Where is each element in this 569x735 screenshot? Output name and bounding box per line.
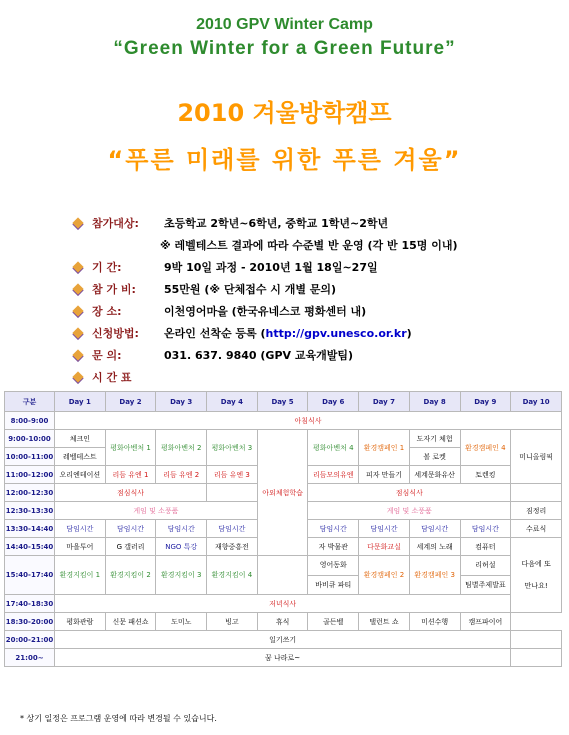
schedule-cell: 평화아벤처 4 xyxy=(308,430,359,466)
schedule-cell: 수료식 xyxy=(511,520,562,538)
info-row-contact xyxy=(74,344,554,366)
bullet-icon xyxy=(72,349,83,360)
info-row-fee xyxy=(74,278,554,300)
schedule-cell: 꿈 나라로~ xyxy=(55,649,511,667)
table-row xyxy=(5,595,562,613)
english-subtitle: “Green Winter for a Green Future” xyxy=(113,38,456,59)
header-cell: Day 4 xyxy=(207,392,258,412)
schedule-cell: 다문화교실 xyxy=(359,538,410,556)
schedule-cell: 미니올림픽 xyxy=(511,430,562,484)
time-cell: 20:00-21:00 xyxy=(5,631,55,649)
apply-tail: ) xyxy=(406,327,412,340)
schedule-cell: 짐정리 xyxy=(511,502,562,520)
schedule-cell: 일기쓰기 xyxy=(55,631,511,649)
schedule-cell: 피자 만들기 xyxy=(359,466,410,484)
schedule-cell: 담임시간 xyxy=(308,520,359,538)
schedule-cell: 자 박물관 xyxy=(308,538,359,556)
schedule-cell: 게임 및 소풍품 xyxy=(55,502,258,520)
schedule-cell: 환경캠페인 3 xyxy=(409,556,460,595)
time-cell: 8:00-9:00 xyxy=(5,412,55,430)
header-cell: Day 3 xyxy=(156,392,207,412)
bullet-icon xyxy=(72,283,83,294)
info-row-location xyxy=(74,300,554,322)
schedule-cell: 세계의 노래 xyxy=(409,538,460,556)
info-row-level-note xyxy=(74,234,554,256)
schedule-cell: 점심식사 xyxy=(308,484,511,502)
info-value: 9박 10일 과정 - 2010년 1월 18일~27일 xyxy=(164,261,378,274)
bullet-icon xyxy=(72,371,83,382)
header-cell: Day 7 xyxy=(359,392,410,412)
schedule-cell xyxy=(257,556,308,595)
bullet-icon xyxy=(72,305,83,316)
footnote: * 상기 일정은 프로그램 운영에 따라 변경될 수 있습니다. xyxy=(20,714,217,723)
schedule-cell: 도미노 xyxy=(156,613,207,631)
table-row xyxy=(5,613,562,631)
info-label: 문 의: xyxy=(92,349,122,362)
schedule-cell: 아침식사 xyxy=(55,412,562,430)
table-header-row xyxy=(5,392,562,412)
schedule-cell: 리듬 유엔 3 xyxy=(207,466,258,484)
apply-text: 온라인 선착순 등록 ( xyxy=(164,327,266,340)
info-label: 장 소: xyxy=(92,305,122,318)
schedule-cell xyxy=(511,631,562,649)
table-row xyxy=(5,430,562,448)
bullet-icon xyxy=(72,261,83,272)
info-value: ※ 레벨테스트 결과에 따라 수준별 반 운영 (각 반 15명 이내) xyxy=(160,239,458,252)
bullet-icon xyxy=(72,327,83,338)
bullet-icon xyxy=(72,217,83,228)
time-cell: 21:00~ xyxy=(5,649,55,667)
time-cell: 13:30-14:40 xyxy=(5,520,55,538)
schedule-cell: 담임시간 xyxy=(156,520,207,538)
schedule-cell: 점심식사 xyxy=(55,484,207,502)
schedule-cell: 토렌킹 xyxy=(460,466,511,484)
schedule-cell: 환경지킴이 1 xyxy=(55,556,106,595)
schedule-cell: 골든벨 xyxy=(308,613,359,631)
header-cell: Day 10 xyxy=(511,392,562,412)
schedule-cell: 담임시간 xyxy=(55,520,106,538)
schedule-cell: 마을투어 xyxy=(55,538,106,556)
info-row-timetable xyxy=(74,366,554,388)
schedule-cell: 도자기 체험 xyxy=(409,430,460,448)
time-cell: 17:40-18:30 xyxy=(5,595,55,613)
time-cell: 11:00-12:00 xyxy=(5,466,55,484)
schedule-cell: 아외체험학습 xyxy=(257,430,308,556)
schedule-cell: 담임시간 xyxy=(105,520,156,538)
schedule-cell: 환경지킴이 3 xyxy=(156,556,207,595)
website-link[interactable]: http://gpv.unesco.or.kr xyxy=(265,327,407,340)
schedule-cell: 게임 및 소풍품 xyxy=(308,502,511,520)
schedule-cell: 환경지킴이 2 xyxy=(105,556,156,595)
schedule-cell: 빙고 xyxy=(207,613,258,631)
time-cell: 10:00-11:00 xyxy=(5,448,55,466)
schedule-cell: 탤런트 쇼 xyxy=(359,613,410,631)
schedule-cell: 담임시간 xyxy=(409,520,460,538)
schedule-cell: 리듬모의유엔 xyxy=(308,466,359,484)
info-row-participants xyxy=(74,212,554,234)
schedule-cell: 환경캠페인 4 xyxy=(460,430,511,466)
schedule-cell: 바비큐 파티 xyxy=(308,575,359,595)
schedule-cell: 담임시간 xyxy=(460,520,511,538)
time-cell: 18:30-20:00 xyxy=(5,613,55,631)
table-row xyxy=(5,556,562,576)
schedule-cell: 미션수행 xyxy=(409,613,460,631)
schedule-cell: 담임시간 xyxy=(207,520,258,538)
schedule-cell: 환경캠페인 2 xyxy=(359,556,410,595)
info-label: 참가대상: xyxy=(92,217,139,230)
info-value: 이천영어마을 (한국유네스코 평화센터 내) xyxy=(164,305,367,318)
header-cell: Day 8 xyxy=(409,392,460,412)
schedule-cell: 평화아벤처 2 xyxy=(156,430,207,466)
schedule-cell xyxy=(511,649,562,667)
info-row-period xyxy=(74,256,554,278)
schedule-cell: 체크인 xyxy=(55,430,106,448)
info-value: 초등학교 2학년~6학년, 중학교 1학년~2학년 xyxy=(164,217,389,230)
header-cell: Day 1 xyxy=(55,392,106,412)
time-cell: 15:40-17:40 xyxy=(5,556,55,595)
schedule-cell: 팀별주제발표 xyxy=(460,575,511,595)
info-row-apply xyxy=(74,322,554,344)
schedule-cell: 세계문화유산 xyxy=(409,466,460,484)
schedule-cell: 평화관람 xyxy=(55,613,106,631)
schedule-cell: 저녁식사 xyxy=(55,595,511,613)
schedule-cell: NGO 특강 xyxy=(156,538,207,556)
time-cell: 9:00-10:00 xyxy=(5,430,55,448)
schedule-cell: 신문 패션쇼 xyxy=(105,613,156,631)
schedule-cell: 휴식 xyxy=(257,613,308,631)
table-row xyxy=(5,631,562,649)
header-cell: Day 9 xyxy=(460,392,511,412)
english-title: 2010 GPV Winter Camp xyxy=(196,16,373,33)
schedule-cell: 평화아벤처 1 xyxy=(105,430,156,466)
schedule-cell: 오리엔테이션 xyxy=(55,466,106,484)
table-row xyxy=(5,412,562,430)
table-row xyxy=(5,649,562,667)
info-value: 55만원 (※ 단체접수 시 개별 문의) xyxy=(164,283,337,296)
schedule-cell: 볼 로켓 xyxy=(409,448,460,466)
schedule-cell xyxy=(207,484,258,502)
schedule-cell: 환경캠페인 1 xyxy=(359,430,410,466)
schedule-cell: 평화아벤처 3 xyxy=(207,430,258,466)
schedule-cell: 캠프파이어 xyxy=(460,613,511,631)
schedule-cell: 영어동화 xyxy=(308,556,359,576)
farewell-line-2: 만나요! xyxy=(524,582,548,590)
info-label: 기 간: xyxy=(92,261,122,274)
schedule-cell: 컴퓨터 xyxy=(460,538,511,556)
header-cell: Day 6 xyxy=(308,392,359,412)
time-cell: 12:30-13:30 xyxy=(5,502,55,520)
header-cell: 구분 xyxy=(5,392,55,412)
schedule-cell: 환경지킴이 4 xyxy=(207,556,258,595)
time-cell: 14:40-15:40 xyxy=(5,538,55,556)
schedule-cell: 리듬 유엔 1 xyxy=(105,466,156,484)
schedule-cell: G 갤러리 xyxy=(105,538,156,556)
header-cell: Day 2 xyxy=(105,392,156,412)
schedule-cell xyxy=(511,538,562,613)
farewell-line-1: 다음에 또 xyxy=(521,560,551,568)
korean-subtitle: “푸른 미래를 위한 푸른 겨울” xyxy=(107,146,462,174)
timetable-label: 시 간 표 xyxy=(92,371,132,384)
time-cell: 12:00-12:30 xyxy=(5,484,55,502)
camp-info xyxy=(74,212,554,388)
info-label: 신청방법: xyxy=(92,327,139,340)
info-value: 031. 637. 9840 (GPV 교육개발팀) xyxy=(164,349,354,362)
schedule-cell: 리허설 xyxy=(460,556,511,576)
schedule-table xyxy=(4,391,562,667)
schedule-cell: 레벨테스트 xyxy=(55,448,106,466)
info-value xyxy=(164,325,412,341)
schedule-cell: 재향중흥전 xyxy=(207,538,258,556)
schedule-cell xyxy=(511,484,562,502)
schedule-cell: 담임시간 xyxy=(359,520,410,538)
header-cell: Day 5 xyxy=(257,392,308,412)
info-label: 참 가 비: xyxy=(92,283,136,296)
korean-title: 2010 겨울방학캠프 xyxy=(177,99,392,127)
schedule-cell: 리듬 유엔 2 xyxy=(156,466,207,484)
